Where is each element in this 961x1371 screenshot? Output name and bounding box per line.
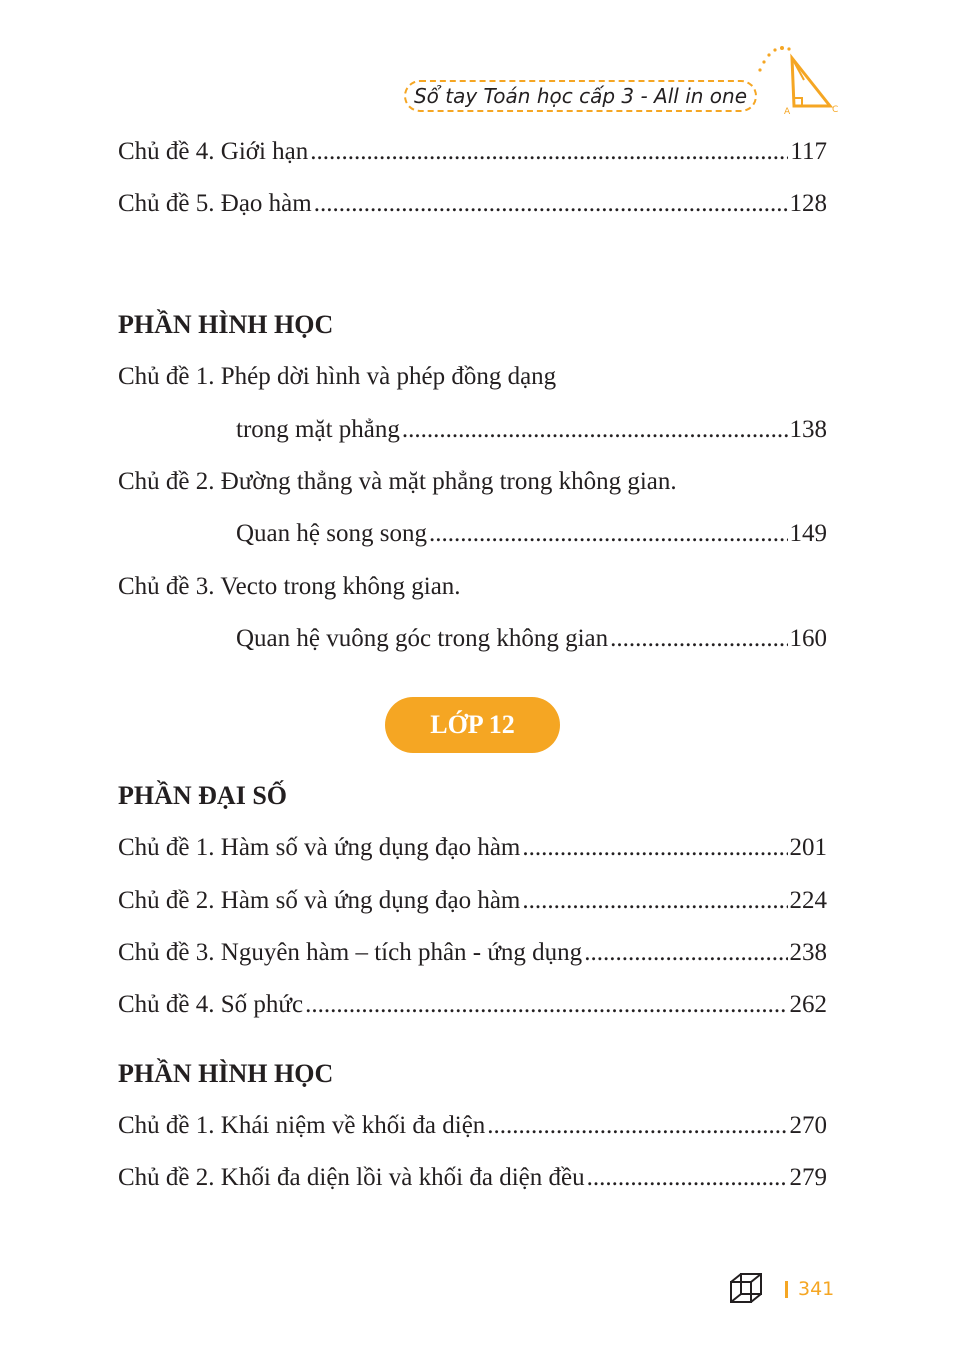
toc-page: 270 (789, 1112, 827, 1139)
toc-page: 262 (789, 991, 827, 1018)
toc-page: 149 (789, 520, 827, 547)
toc-page: 117 (790, 138, 827, 165)
toc-row[interactable] (236, 516, 827, 552)
toc-page: 279 (789, 1164, 827, 1191)
leader-dots (487, 1108, 787, 1144)
toc-title: Chủ đề 1. Khái niệm về khối đa diện (118, 1112, 486, 1139)
leader-dots (310, 134, 788, 170)
cube-icon (729, 1272, 763, 1306)
toc-row[interactable] (118, 134, 827, 170)
toc-title[interactable]: Chủ đề 1. Phép dời hình và phép đồng dạng (118, 363, 557, 390)
section-heading-geometry: PHẦN HÌNH HỌC (118, 1059, 334, 1088)
section-heading-algebra: PHẦN ĐẠI SỐ (118, 781, 288, 810)
toc-page: 138 (789, 416, 827, 443)
book-title-badge (404, 80, 757, 112)
toc-title: Chủ đề 2. Khối đa diện lồi và khối đa diện đều (118, 1164, 585, 1191)
toc-title-continued: Quan hệ song song (236, 520, 427, 547)
leader-dots (587, 1160, 788, 1196)
toc-title-continued: Quan hệ vuông góc trong không gian (236, 625, 609, 652)
toc-title: Chủ đề 4. Giới hạn (118, 138, 309, 165)
svg-text:A: A (784, 107, 791, 117)
leader-dots (402, 412, 788, 448)
toc-row[interactable] (118, 935, 827, 971)
page-number: 341 (798, 1278, 835, 1300)
grade-12-badge: LỚP 12 (385, 697, 560, 753)
toc-title: Chủ đề 3. Nguyên hàm – tích phân - ứng dụng (118, 939, 583, 966)
toc-page: 224 (789, 887, 827, 914)
toc-row[interactable] (118, 883, 827, 919)
toc-title: Chủ đề 2. Hàm số và ứng dụng đạo hàm (118, 887, 521, 914)
toc-title[interactable]: Chủ đề 3. Vecto trong không gian. (118, 573, 461, 600)
leader-dots (305, 987, 787, 1023)
toc-title: Chủ đề 1. Hàm số và ứng dụng đạo hàm (118, 834, 521, 861)
toc-title: Chủ đề 5. Đạo hàm (118, 190, 312, 217)
toc-row[interactable] (118, 1160, 827, 1196)
svg-text:C: C (832, 105, 839, 115)
leader-dots (584, 935, 787, 971)
footer-divider (785, 1281, 788, 1298)
section-heading-geometry: PHẦN HÌNH HỌC (118, 310, 334, 339)
book-title: Sổ tay Toán học cấp 3 - All in one (413, 84, 748, 108)
toc-row[interactable] (118, 987, 827, 1023)
toc-page: 128 (789, 190, 827, 217)
toc-row[interactable] (118, 830, 827, 866)
toc-row[interactable] (118, 186, 827, 222)
toc-page: 201 (789, 834, 827, 861)
leader-dots (429, 516, 788, 552)
toc-title[interactable]: Chủ đề 2. Đường thẳng và mặt phẳng trong không gian. (118, 468, 677, 495)
toc-title: Chủ đề 4. Số phức (118, 991, 304, 1018)
toc-page: 160 (789, 625, 827, 652)
toc-row[interactable] (236, 621, 827, 657)
toc-row[interactable] (118, 1108, 827, 1144)
toc-page: 238 (789, 939, 827, 966)
leader-dots (522, 883, 787, 919)
toc-title-continued: trong mặt phẳng (236, 416, 400, 443)
leader-dots (314, 186, 788, 222)
toc-row[interactable] (236, 412, 827, 448)
triangle-doodle-icon (752, 40, 842, 120)
leader-dots (610, 621, 787, 657)
leader-dots (522, 830, 787, 866)
